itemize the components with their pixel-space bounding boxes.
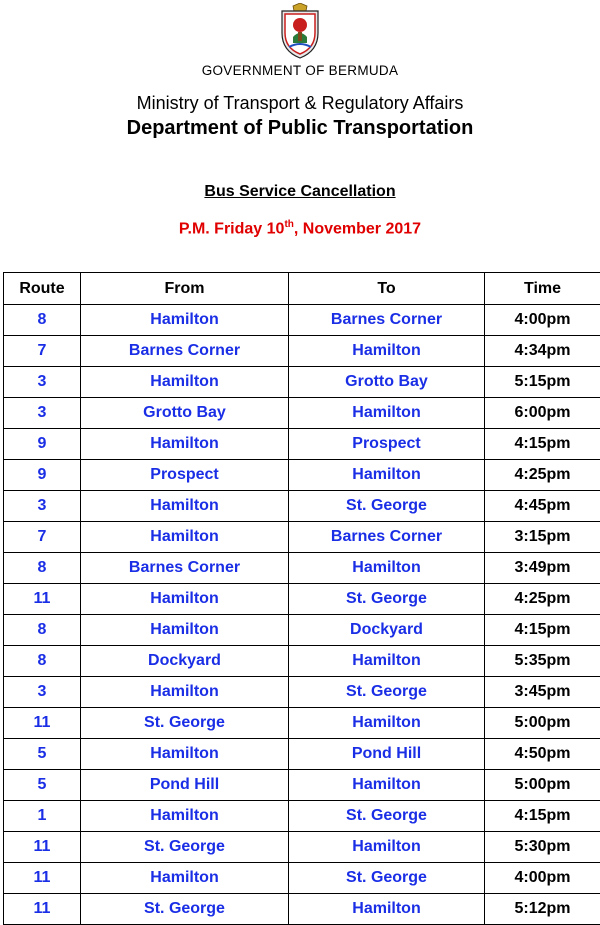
from-cell: Hamilton <box>81 429 289 460</box>
notice-date-rest: , November 2017 <box>294 220 421 237</box>
bermuda-coat-of-arms-icon <box>279 3 321 59</box>
time-cell: 4:50pm <box>485 739 600 770</box>
time-cell: 4:25pm <box>485 584 600 615</box>
route-cell: 9 <box>4 460 81 491</box>
table-row <box>4 646 600 677</box>
from-cell: St. George <box>81 832 289 863</box>
time-cell: 3:49pm <box>485 553 600 584</box>
time-cell: 5:30pm <box>485 832 600 863</box>
table-row <box>4 801 600 832</box>
from-cell: Hamilton <box>81 522 289 553</box>
time-cell: 4:00pm <box>485 863 600 894</box>
from-cell: Hamilton <box>81 863 289 894</box>
time-cell: 6:00pm <box>485 398 600 429</box>
route-cell: 8 <box>4 553 81 584</box>
column-header-time: Time <box>485 273 600 305</box>
column-header-route: Route <box>4 273 81 305</box>
table-row <box>4 460 600 491</box>
to-cell: Hamilton <box>289 708 485 739</box>
route-cell: 11 <box>4 863 81 894</box>
route-cell: 3 <box>4 677 81 708</box>
route-cell: 1 <box>4 801 81 832</box>
to-cell: Prospect <box>289 429 485 460</box>
table-row <box>4 863 600 894</box>
table-row <box>4 429 600 460</box>
to-cell: St. George <box>289 677 485 708</box>
table-row <box>4 522 600 553</box>
to-cell: Hamilton <box>289 832 485 863</box>
to-cell: Pond Hill <box>289 739 485 770</box>
from-cell: Barnes Corner <box>81 553 289 584</box>
table-row <box>4 615 600 646</box>
cancellation-table <box>3 272 600 925</box>
time-cell: 5:35pm <box>485 646 600 677</box>
route-cell: 11 <box>4 708 81 739</box>
route-cell: 11 <box>4 832 81 863</box>
from-cell: Hamilton <box>81 739 289 770</box>
table-body <box>4 305 600 925</box>
table-row <box>4 398 600 429</box>
government-title: GOVERNMENT OF BERMUDA <box>0 63 600 78</box>
route-cell: 5 <box>4 739 81 770</box>
from-cell: Hamilton <box>81 305 289 336</box>
to-cell: Hamilton <box>289 646 485 677</box>
time-cell: 5:12pm <box>485 894 600 925</box>
to-cell: Dockyard <box>289 615 485 646</box>
time-cell: 4:15pm <box>485 615 600 646</box>
time-cell: 4:15pm <box>485 429 600 460</box>
from-cell: St. George <box>81 708 289 739</box>
table-row <box>4 677 600 708</box>
time-cell: 4:15pm <box>485 801 600 832</box>
table-row <box>4 553 600 584</box>
to-cell: Hamilton <box>289 336 485 367</box>
department-title: Department of Public Transportation <box>0 117 600 140</box>
route-cell: 3 <box>4 398 81 429</box>
route-cell: 8 <box>4 646 81 677</box>
notice-date <box>0 219 600 238</box>
to-cell: Hamilton <box>289 553 485 584</box>
time-cell: 4:45pm <box>485 491 600 522</box>
from-cell: Hamilton <box>81 677 289 708</box>
route-cell: 3 <box>4 491 81 522</box>
notice-title: Bus Service Cancellation <box>0 183 600 201</box>
time-cell: 5:00pm <box>485 708 600 739</box>
to-cell: Barnes Corner <box>289 305 485 336</box>
table-row <box>4 832 600 863</box>
to-cell: St. George <box>289 863 485 894</box>
route-cell: 3 <box>4 367 81 398</box>
from-cell: Hamilton <box>81 491 289 522</box>
time-cell: 5:15pm <box>485 367 600 398</box>
to-cell: Barnes Corner <box>289 522 485 553</box>
from-cell: Grotto Bay <box>81 398 289 429</box>
from-cell: Hamilton <box>81 615 289 646</box>
table-row <box>4 367 600 398</box>
from-cell: St. George <box>81 894 289 925</box>
table-row <box>4 336 600 367</box>
to-cell: St. George <box>289 801 485 832</box>
route-cell: 7 <box>4 336 81 367</box>
from-cell: Hamilton <box>81 801 289 832</box>
route-cell: 9 <box>4 429 81 460</box>
route-cell: 8 <box>4 305 81 336</box>
to-cell: Hamilton <box>289 398 485 429</box>
from-cell: Hamilton <box>81 584 289 615</box>
route-cell: 11 <box>4 894 81 925</box>
notice-date-ordinal: th <box>284 219 293 230</box>
from-cell: Hamilton <box>81 367 289 398</box>
to-cell: Hamilton <box>289 894 485 925</box>
time-cell: 4:00pm <box>485 305 600 336</box>
route-cell: 8 <box>4 615 81 646</box>
from-cell: Barnes Corner <box>81 336 289 367</box>
time-cell: 4:25pm <box>485 460 600 491</box>
time-cell: 3:45pm <box>485 677 600 708</box>
route-cell: 5 <box>4 770 81 801</box>
from-cell: Prospect <box>81 460 289 491</box>
to-cell: Hamilton <box>289 460 485 491</box>
table-row <box>4 739 600 770</box>
column-header-from: From <box>81 273 289 305</box>
from-cell: Dockyard <box>81 646 289 677</box>
notice-date-prefix: P.M. Friday 10 <box>179 220 285 237</box>
route-cell: 7 <box>4 522 81 553</box>
table-row <box>4 305 600 336</box>
table-row <box>4 584 600 615</box>
to-cell: St. George <box>289 491 485 522</box>
to-cell: St. George <box>289 584 485 615</box>
table-row <box>4 708 600 739</box>
time-cell: 4:34pm <box>485 336 600 367</box>
table-row <box>4 770 600 801</box>
time-cell: 3:15pm <box>485 522 600 553</box>
to-cell: Hamilton <box>289 770 485 801</box>
ministry-title: Ministry of Transport & Regulatory Affairs <box>0 93 600 114</box>
table-row <box>4 491 600 522</box>
table-header-row <box>4 273 600 305</box>
time-cell: 5:00pm <box>485 770 600 801</box>
to-cell: Grotto Bay <box>289 367 485 398</box>
from-cell: Pond Hill <box>81 770 289 801</box>
column-header-to: To <box>289 273 485 305</box>
route-cell: 11 <box>4 584 81 615</box>
